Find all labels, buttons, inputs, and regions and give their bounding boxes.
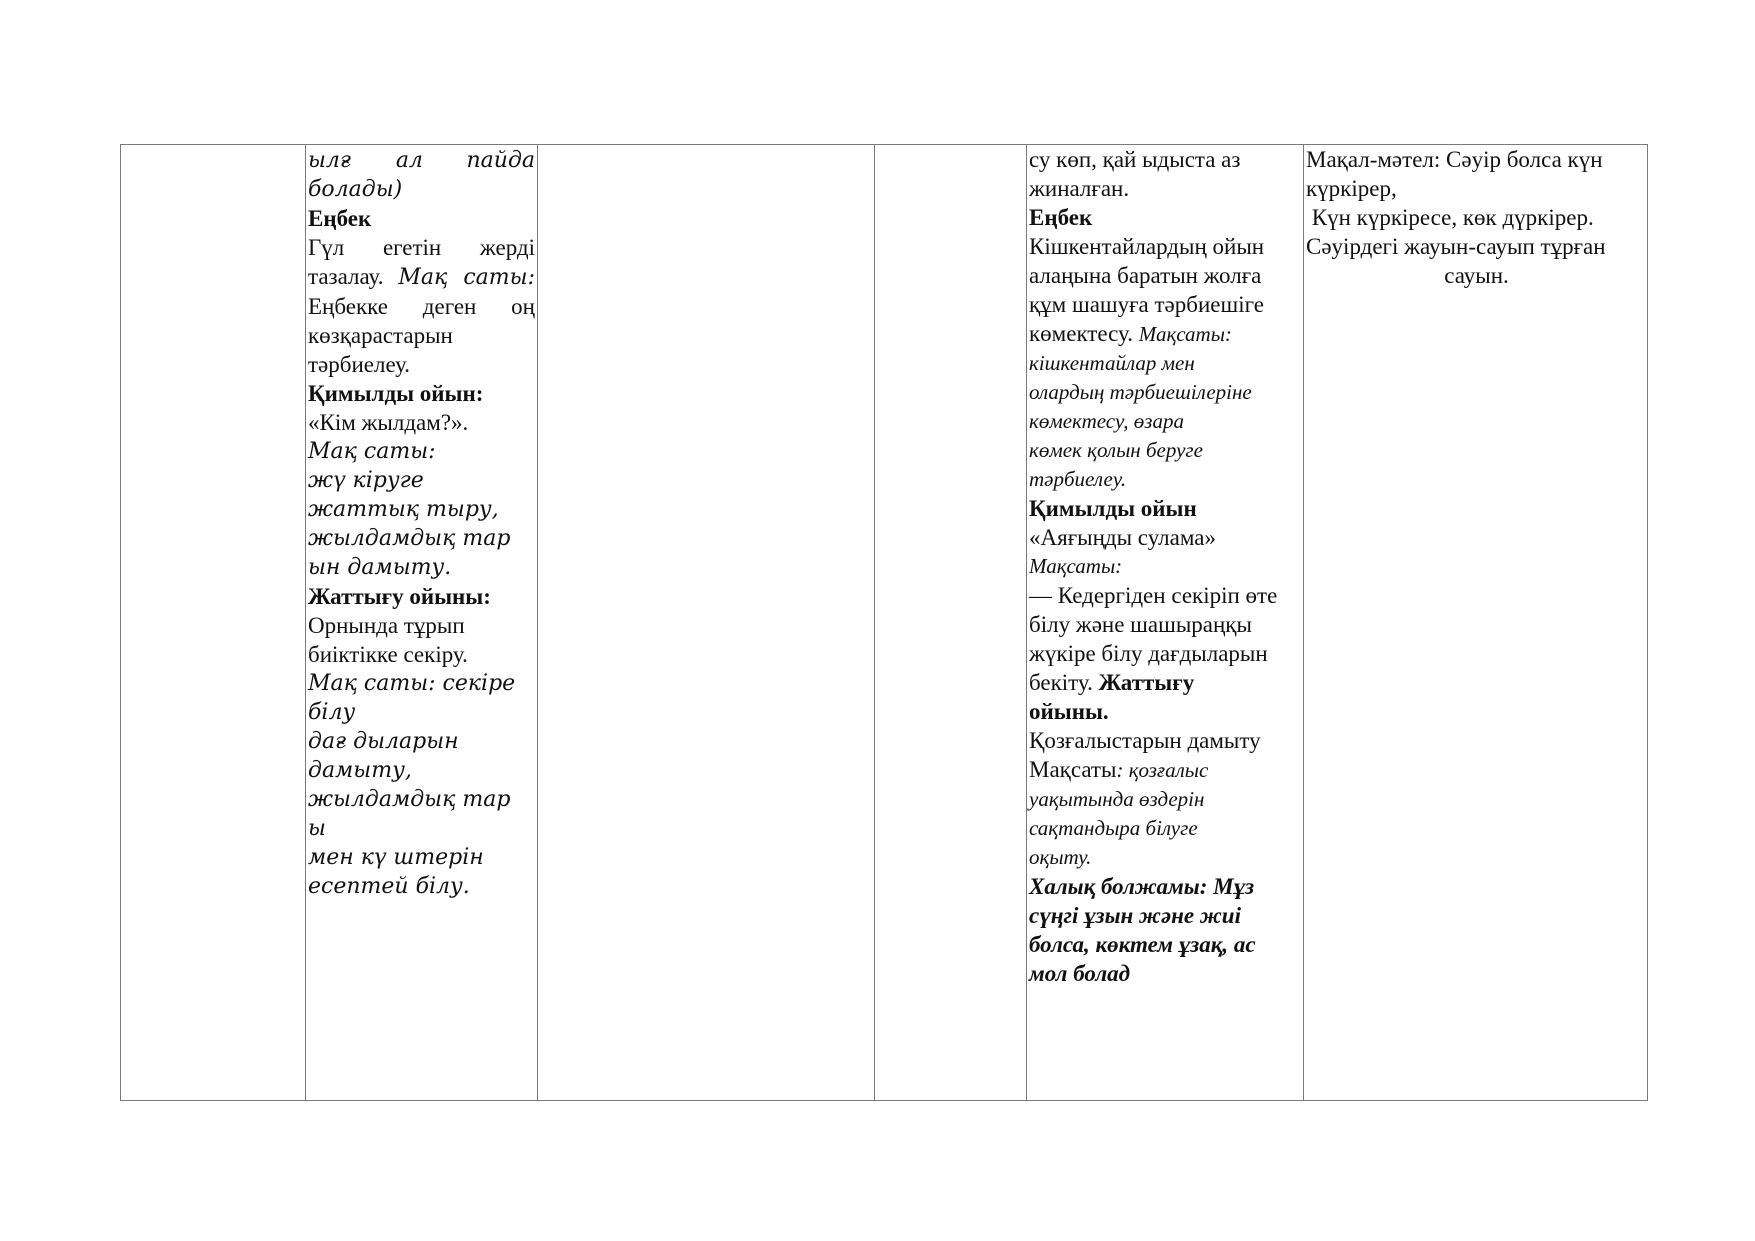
proverb-line: күркірер, bbox=[1306, 176, 1397, 201]
text-line: Гүл егетін жерді bbox=[308, 235, 535, 260]
lesson-plan-table bbox=[120, 144, 1648, 1101]
text-line: Мақ саты: bbox=[308, 439, 436, 464]
text-line: биіктікке секіру. bbox=[308, 642, 468, 667]
text-line: кішкентайлар мен bbox=[1029, 351, 1195, 375]
text-line: алаңына баратын жолға bbox=[1029, 263, 1262, 288]
text-line: білу және шашыраңқы bbox=[1029, 612, 1252, 637]
text-line: «Кім жылдам?». bbox=[308, 410, 469, 435]
text-line: Кішкентайлардың ойын bbox=[1029, 234, 1265, 259]
text-line: жаттық тыру, bbox=[308, 497, 499, 522]
text-line: уақытында өздерін bbox=[1029, 787, 1205, 811]
section-heading: Қимылды ойын bbox=[1029, 496, 1197, 521]
text-line: тәрбиелеу. bbox=[308, 352, 411, 377]
text-line: су көп, қай ыдыста аз bbox=[1029, 147, 1241, 172]
section-heading: Қимылды ойын: bbox=[308, 381, 484, 406]
text-line: ойыны. bbox=[1029, 699, 1109, 724]
table-column-5 bbox=[1026, 145, 1303, 1100]
text-line: мен кү штерін bbox=[308, 845, 484, 870]
text-line: болады) bbox=[308, 177, 403, 202]
text-line: Мақ саты: секіре bbox=[308, 671, 516, 696]
table-column-6 bbox=[1303, 145, 1649, 1100]
text-line: Орнында тұрып bbox=[308, 613, 465, 638]
section-heading: Еңбек bbox=[308, 206, 372, 231]
text-line: жүкіре білу дағдыларын bbox=[1029, 641, 1268, 666]
section-heading: Еңбек bbox=[1029, 205, 1093, 230]
text-line: Мақсаты: қозғалыс bbox=[1029, 757, 1209, 782]
folk-forecast-line: Халық болжамы: Мұз bbox=[1029, 874, 1255, 899]
text-line: дағ дыларын bbox=[308, 729, 459, 754]
text-line: көзқарастарын bbox=[308, 323, 453, 348]
text-line: білу bbox=[308, 700, 356, 725]
table-column-3 bbox=[537, 145, 874, 1100]
text-line: Еңбекке деген оң bbox=[308, 294, 535, 319]
text-line: Мақсаты: bbox=[1029, 554, 1123, 578]
text-line: көмектесу. Мақсаты: bbox=[1029, 321, 1232, 346]
text-line: жү кіруге bbox=[308, 468, 424, 493]
proverb-line: сауын. bbox=[1444, 263, 1509, 288]
text-line: дамыту, bbox=[308, 758, 412, 783]
folk-forecast-line: болса, көктем ұзақ, ас bbox=[1029, 932, 1256, 957]
text-line: оқыту. bbox=[1029, 845, 1092, 869]
table-column-4 bbox=[874, 145, 1026, 1100]
text-line: жылдамдық тар bbox=[308, 526, 511, 551]
text-line: бекіту. Жаттығу bbox=[1029, 670, 1195, 695]
text-line: тазалау. Мақ саты: bbox=[308, 264, 535, 290]
section-heading: Жаттығу ойыны: bbox=[308, 584, 491, 609]
proverb-line: Мақал-мәтел: Сәуір болса күн bbox=[1306, 147, 1603, 172]
text-line: жылдамдық тар ы bbox=[308, 787, 511, 841]
proverb-line: Күн күркіресе, көк дүркірер. bbox=[1306, 205, 1594, 230]
text-line: тәрбиелеу. bbox=[1029, 467, 1127, 491]
text-line: сақтандыра білуге bbox=[1029, 816, 1198, 840]
folk-forecast-line: сүңгі ұзын және жиі bbox=[1029, 903, 1241, 928]
folk-forecast-line: мол болад bbox=[1029, 961, 1131, 986]
text-line: есептей білу. bbox=[308, 874, 470, 899]
text-line: жиналған. bbox=[1029, 176, 1130, 201]
table-column-2 bbox=[305, 145, 537, 1100]
text-line: құм шашуға тәрбиешіге bbox=[1029, 292, 1264, 317]
text-line: Қозғалыстарын дамыту bbox=[1029, 728, 1261, 753]
text-line: — Кедергіден секіріп өте bbox=[1029, 583, 1278, 608]
text-line: көмектесу, өзара bbox=[1029, 409, 1184, 433]
text-line: «Аяғыңды сулама» bbox=[1029, 525, 1216, 550]
text-line: ылғ ал пайда bbox=[308, 148, 535, 173]
table-column-1 bbox=[121, 145, 305, 1100]
text-line: олардың тәрбиешілеріне bbox=[1029, 380, 1252, 404]
text-line: ын дамыту. bbox=[308, 555, 452, 580]
proverb-line: Сәуірдегі жауын-сауып тұрған bbox=[1306, 234, 1606, 259]
text-line: көмек қолын беруге bbox=[1029, 438, 1203, 462]
